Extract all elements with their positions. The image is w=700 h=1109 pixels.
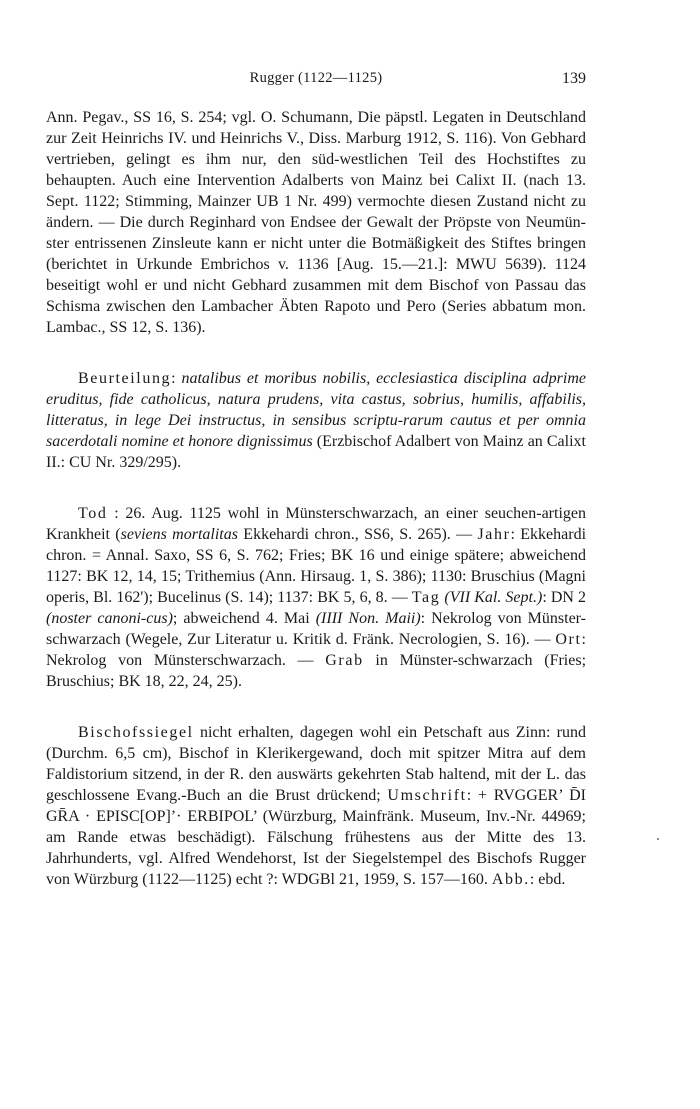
siegel-text-3: : ebd. (529, 871, 566, 888)
tod-text-7: : Nekrolog von Münsterschwarzach. — (46, 631, 586, 669)
paragraph-siegel (46, 722, 586, 890)
section-label-ort: Ort (555, 631, 582, 648)
tod-text-6: : Nekrolog von Münster-schwarzach (Wegele, Zur Literatur u. Kritik d. Fränk. Necrologien, S. 16). — (46, 610, 587, 648)
siegel-text-1: nicht erhalten, dagegen wohl ein Petschaft aus Zinn: rund (Durchm. 6,5 cm), Bischof in Klerikergewand, doch mit spitzer Mitra auf dem Faldistorium sitzend, in der R. den auswärts gekehrten Stab haltend, mit der L. das geschlossene Evang.-Buch an die Brust drückend; (46, 724, 586, 804)
tod-latin-2: (VII Kal. Sept.) (440, 589, 543, 606)
section-label-jahr: Jahr (477, 526, 511, 543)
tod-text-2: Ekkehardi chron., SS6, S. 265). — (237, 526, 478, 543)
page-number: 139 (562, 70, 586, 87)
section-label-grab: Grab (325, 652, 364, 669)
scan-speck (657, 838, 659, 840)
tod-latin-1: seviens mortalitas (120, 526, 238, 543)
tod-text-8: in Münster-schwarzach (Fries; Bruschius; BK 18, 22, 24, 25). (46, 652, 587, 690)
tod-text-1: : 26. Aug. 1125 wohl in Münsterschwarzach, an einer seuchen-artigen Krankheit ( (46, 505, 586, 543)
paragraph-tod (46, 503, 586, 692)
paragraph-beurteilung (46, 368, 586, 473)
paragraph-text: Ann. Pegav., SS 16, S. 254; vgl. O. Schumann, Die päpstl. Legaten in Deutschland zur Zeit Heinrichs IV. und Heinrichs V., Diss. Marburg 1912, S. 116). Von Gebhard vertrieben, gelingt es ihm nur, den süd-westlichen Teil des Hochstiftes zu behaupten. Auch eine Intervention Adalberts von Mainz bei Calixt II. (nach 13. Sept. 1122; Stimming, Mainzer UB 1 Nr. 499) vermochte diesen Zustand nicht zu ändern. — Die durch Reginhard von Endsee der Gewalt der Pröpste von Neumün-ster entrissenen Zinsleute kann er nicht unter die Botmäßigkeit des Stiftes bringen (berichtet in Urkunde Embrichos v. 1136 [Aug. 15.—21.]: MWU 5639). 1124 beseitigt wohl er und nicht Gebhard zusammen mit dem Bischof von Passau das Schisma zwischen den Lambacher Äbten Rapoto und Pero (Series abbatum mon. Lambac., SS 12, S. 136). (46, 109, 586, 336)
tod-text-5: ; abweichend 4. Mai (172, 610, 316, 627)
label-separator: : (171, 370, 182, 387)
section-label-umschrift: Umschrift (387, 787, 467, 804)
running-head (46, 70, 586, 90)
section-label-bischofssiegel: Bischofssiegel (78, 724, 194, 741)
tod-text-4: : DN 2 (542, 589, 587, 606)
quote-source: (Erzbischof Adalbert von Mainz an Calixt II.: CU Nr. 329/295). (46, 433, 586, 471)
body-text (46, 107, 586, 890)
tod-latin-4: (IIII Non. Maii) (315, 610, 421, 627)
tod-latin-3: (noster canoni-cus) (46, 610, 173, 627)
paragraph-continuation (46, 107, 586, 338)
section-label-tag: Tag (411, 589, 441, 606)
running-title: Rugger (1122—1125) (249, 70, 383, 86)
tod-text-3: : Ekkehardi chron. = Annal. Saxo, SS 6, S. 762; Fries; BK 16 und einige spätere; abweichend 1127: BK 12, 14, 15; Trithemius (Ann. Hirsaug. 1, S. 386); 1130: Bruschius (Magni operis, Bl. 162'); Bucelinus (S. 14); 1137: BK 5, 6, 8. — (46, 526, 587, 606)
section-label-beurteilung: Beurteilung (78, 370, 172, 387)
section-label-abb: Abb. (491, 871, 530, 888)
section-label-tod: Tod (78, 505, 108, 522)
latin-quote: natalibus et moribus nobilis, ecclesiastica disciplina adprime eruditus, fide catholicus, natura prudens, vita castus, sobrius, humilis, affabilis, litteratus, in lege Dei instructus, in sensibus scriptu-rarum cautus et per omnia sacerdotali nomine et honore dignissimus (46, 370, 586, 450)
siegel-text-2: : + RVGGER’ D̄I GR̄A · EPISC[OP]’· ERBIPOL’ (Würzburg, Mainfränk. Museum, Inv.-Nr. 44969; am Rande etwas beschädigt). Fälschung frühestens aus der Mitte des 13. Jahrhunderts, vgl. Alfred Wendehorst, Ist der Siegelstempel des Bischofs Rugger von Würzburg (1122—1125) echt ?: WDGBl 21, 1959, S. 157—160. (46, 787, 586, 888)
